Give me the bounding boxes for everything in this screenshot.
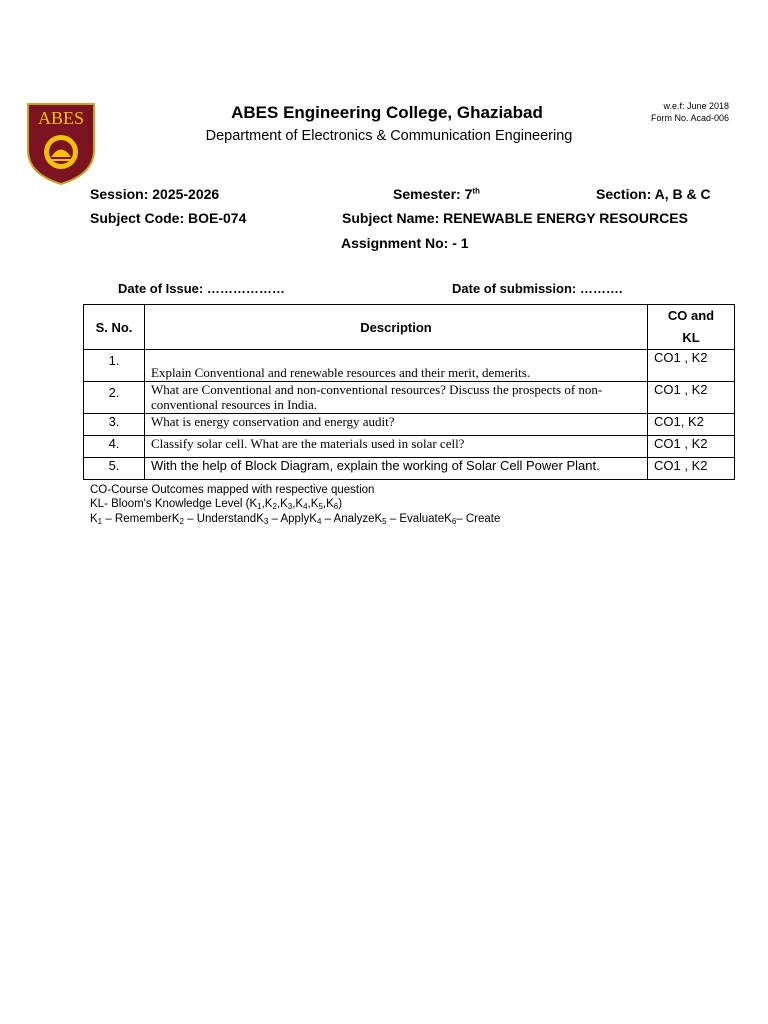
row-sno: 5. (84, 458, 145, 480)
header-sno: S. No. (84, 305, 145, 350)
date-of-issue: Date of Issue: ……………… (118, 281, 285, 296)
table-header-row (84, 305, 735, 350)
subject-name: Subject Name: RENEWABLE ENERGY RESOURCES (342, 210, 688, 226)
row-description: What is energy conservation and energy audit? (145, 414, 648, 436)
footer-notes (90, 484, 500, 529)
form-number: Form No. Acad-006 (650, 112, 729, 123)
row-description: Explain Conventional and renewable resources and their merit, demerits. (145, 350, 648, 382)
row-description: What are Conventional and non-conventional resources? Discuss the prospects of non-conventional resources in India. (145, 382, 648, 414)
date-of-submission: Date of submission: ………. (452, 281, 623, 296)
table-row (84, 382, 735, 414)
row-co: CO1 , K2 (648, 436, 735, 458)
header-co-kl: CO and KL (648, 305, 735, 350)
row-sno: 3. (84, 414, 145, 436)
wef-date: w.e.f: June 2018 (663, 101, 729, 111)
assignment-number: Assignment No: - 1 (341, 235, 469, 251)
form-info (651, 101, 729, 124)
row-co: CO1 , K2 (648, 350, 735, 382)
row-sno: 1. (84, 350, 145, 382)
table-row (84, 436, 735, 458)
row-co: CO1 , K2 (648, 382, 735, 414)
department-name: Department of Electronics & Communication Engineering (205, 128, 573, 144)
assignment-table (83, 304, 735, 480)
row-description: With the help of Block Diagram, explain the working of Solar Cell Power Plant. (145, 458, 648, 480)
row-sno: 4. (84, 436, 145, 458)
row-sno: 2. (84, 382, 145, 414)
header-description: Description (145, 305, 648, 350)
footer-k-levels: $K_1$ – RememberK$_2$ – UnderstandK$_3$ – ApplyK$_4$ – AnalyzeK$_5$ – EvaluateK$_6$– Create (90, 513, 501, 526)
table-row (84, 350, 735, 382)
subject-code: Subject Code: BOE-074 (90, 210, 247, 226)
logo-text: ABES (37, 108, 85, 128)
row-co: CO1 , K2 (648, 458, 735, 480)
section: Section: A, B & C (596, 186, 711, 202)
row-co: CO1, K2 (648, 414, 735, 436)
college-name: ABES Engineering College, Ghaziabad (231, 103, 543, 122)
footer-co-note: CO-Course Outcomes mapped with respective question (90, 484, 375, 496)
semester: Semester: 7th (393, 186, 480, 202)
session: Session: 2025-2026 (90, 186, 220, 202)
footer-kl-note: KL- Bloom's Knowledge Level $(K_1,K_2,K_3,K_4,K_5,K_6)$ (90, 497, 343, 511)
row-description: Classify solar cell. What are the materials used in solar cell? (145, 436, 648, 458)
table-row (84, 458, 735, 480)
table-row (84, 414, 735, 436)
